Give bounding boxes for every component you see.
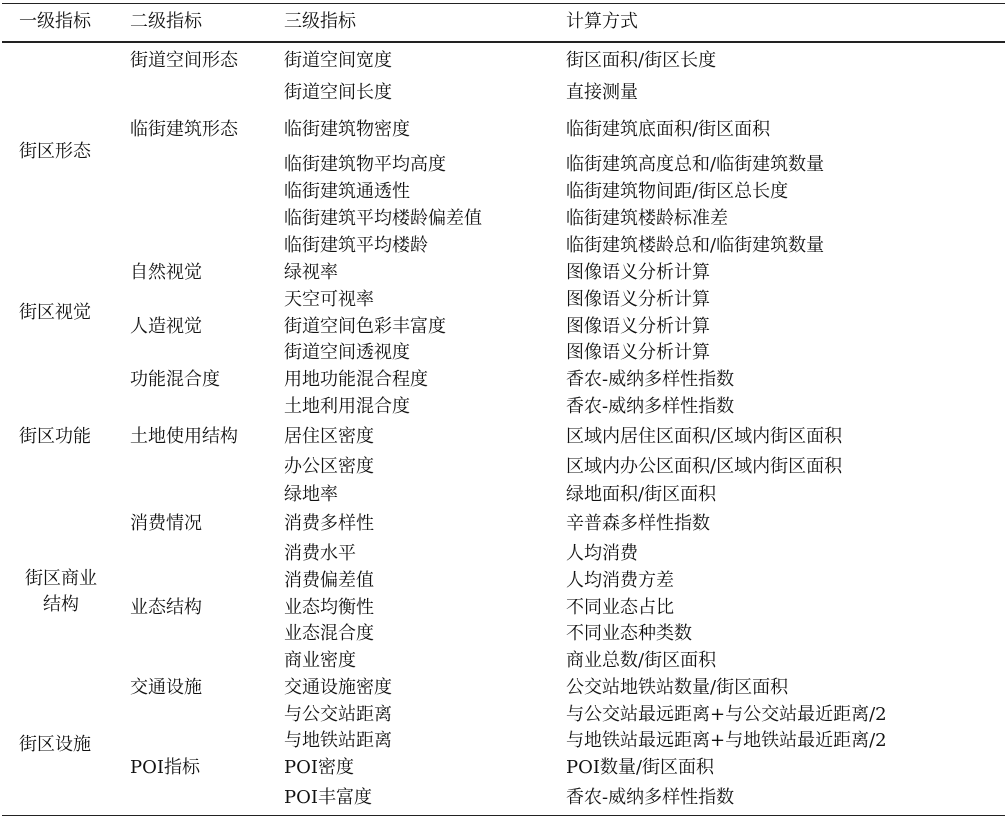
- level3-indicator: 商业密度: [284, 650, 356, 671]
- header-method: 计算方式: [566, 11, 638, 32]
- level3-indicator: 办公区密度: [284, 456, 374, 477]
- calculation-method: 与地铁站最远距离+与地铁站最近距离/2: [566, 730, 887, 751]
- level3-indicator: 土地利用混合度: [284, 396, 410, 417]
- level2-label: POI指标: [130, 757, 200, 778]
- calculation-method: 不同业态种类数: [566, 623, 692, 644]
- level2-label: 交通设施: [130, 677, 202, 698]
- level3-indicator: 居住区密度: [284, 426, 374, 447]
- level2-label: 功能混合度: [130, 369, 220, 390]
- calculation-method: 与公交站最远距离+与公交站最近距离/2: [566, 704, 887, 725]
- level2-label: 消费情况: [130, 513, 202, 534]
- level3-indicator: 临街建筑物平均高度: [284, 154, 446, 175]
- calculation-method: 人均消费方差: [566, 570, 674, 591]
- calculation-method: 香农-威纳多样性指数: [566, 787, 735, 808]
- level3-indicator: 天空可视率: [284, 289, 374, 310]
- top-rule: [2, 3, 1005, 4]
- level3-indicator: 业态均衡性: [284, 597, 374, 618]
- calculation-method: 香农-威纳多样性指数: [566, 369, 735, 390]
- calculation-method: 区域内办公区面积/区域内街区面积: [566, 456, 843, 477]
- level2-label: 街道空间形态: [130, 50, 238, 71]
- calculation-method: 辛普森多样性指数: [566, 513, 710, 534]
- level2-label: 自然视觉: [130, 262, 202, 283]
- calculation-method: 香农-威纳多样性指数: [566, 396, 735, 417]
- calculation-method: 区域内居住区面积/区域内街区面积: [566, 426, 843, 447]
- level2-label: 人造视觉: [130, 316, 202, 337]
- calculation-method: 绿地面积/街区面积: [566, 484, 717, 505]
- level3-indicator: 街道空间宽度: [284, 50, 392, 71]
- calculation-method: 图像语义分析计算: [566, 342, 710, 363]
- calculation-method: 临街建筑底面积/街区面积: [566, 119, 771, 140]
- bottom-rule: [2, 815, 1005, 816]
- level3-indicator: 绿地率: [284, 484, 338, 505]
- calculation-method: 临街建筑高度总和/临街建筑数量: [566, 154, 825, 175]
- calculation-method: 临街建筑楼龄总和/临街建筑数量: [566, 235, 825, 256]
- calculation-method: 不同业态占比: [566, 597, 674, 618]
- calculation-method: 街区面积/街区长度: [566, 50, 717, 71]
- level1-label: 街区设施: [19, 734, 91, 755]
- level3-indicator: 业态混合度: [284, 623, 374, 644]
- calculation-method: POI数量/街区面积: [566, 757, 715, 778]
- level2-label: 土地使用结构: [130, 426, 238, 447]
- calculation-method: 人均消费: [566, 543, 638, 564]
- calculation-method: 临街建筑物间距/街区总长度: [566, 181, 789, 202]
- level3-indicator: 临街建筑物密度: [284, 119, 410, 140]
- level3-indicator: 临街建筑平均楼龄: [284, 235, 428, 256]
- level1-label: 街区形态: [19, 141, 91, 162]
- level3-indicator: 临街建筑平均楼龄偏差值: [284, 208, 482, 229]
- calculation-method: 商业总数/街区面积: [566, 650, 717, 671]
- level1-label: 街区功能: [19, 426, 91, 447]
- level3-indicator: 街道空间透视度: [284, 342, 410, 363]
- calculation-method: 公交站地铁站数量/街区面积: [566, 677, 789, 698]
- level3-indicator: 临街建筑通透性: [284, 181, 410, 202]
- level3-indicator: POI丰富度: [284, 787, 372, 808]
- level2-label: 临街建筑形态: [130, 119, 238, 140]
- level3-indicator: 街道空间长度: [284, 82, 392, 103]
- header-level1: 一级指标: [19, 11, 91, 32]
- level3-indicator: 与地铁站距离: [284, 730, 392, 751]
- level1-label: 街区视觉: [19, 302, 91, 323]
- level3-indicator: 消费水平: [284, 543, 356, 564]
- level3-indicator: 交通设施密度: [284, 677, 392, 698]
- level1-label: 街区商业结构: [25, 568, 97, 615]
- level3-indicator: 消费偏差值: [284, 570, 374, 591]
- header-level2: 二级指标: [130, 11, 202, 32]
- calculation-method: 图像语义分析计算: [566, 262, 710, 283]
- calculation-method: 直接测量: [566, 82, 638, 103]
- level3-indicator: POI密度: [284, 757, 354, 778]
- level3-indicator: 街道空间色彩丰富度: [284, 316, 446, 337]
- level3-indicator: 与公交站距离: [284, 704, 392, 725]
- header-level3: 三级指标: [284, 11, 356, 32]
- header-rule: [2, 41, 1005, 43]
- calculation-method: 图像语义分析计算: [566, 316, 710, 337]
- level3-indicator: 消费多样性: [284, 513, 374, 534]
- level3-indicator: 绿视率: [284, 262, 338, 283]
- level3-indicator: 用地功能混合程度: [284, 369, 428, 390]
- level2-label: 业态结构: [130, 597, 202, 618]
- calculation-method: 临街建筑楼龄标准差: [566, 208, 728, 229]
- calculation-method: 图像语义分析计算: [566, 289, 710, 310]
